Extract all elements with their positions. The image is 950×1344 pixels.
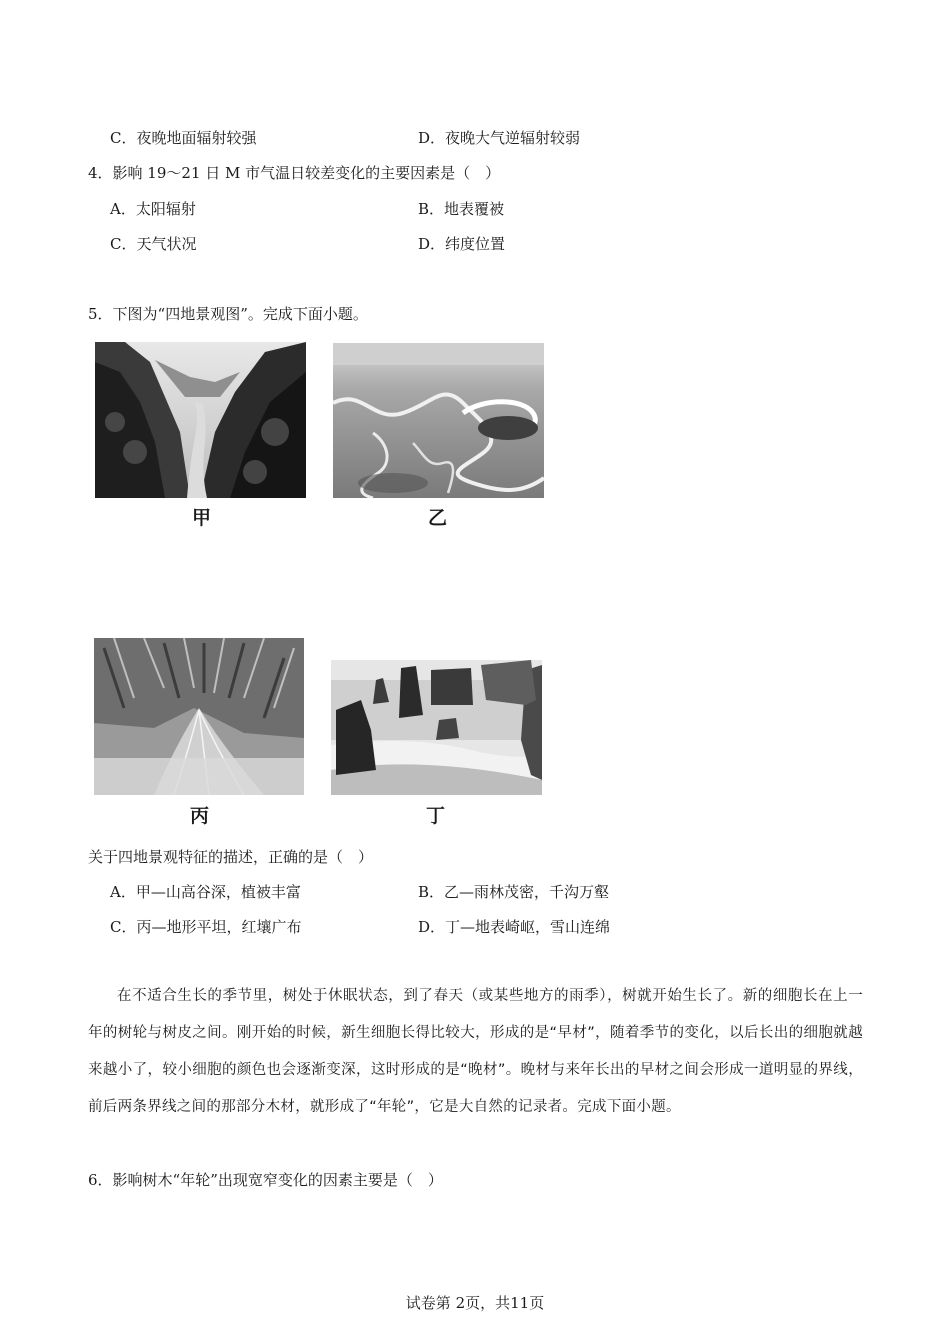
- label-bing: 丙: [190, 805, 210, 827]
- q6-stem: 6．影响树木“年轮”出现宽窄变化的因素主要是（ ）: [88, 1171, 443, 1189]
- label-yi: 乙: [428, 507, 448, 529]
- q5-option-b: B．乙—雨林茂密，千沟万壑: [418, 883, 610, 901]
- q5-option-d: D．丁—地表崎岖，雪山连绵: [418, 918, 611, 936]
- reading-passage: [88, 978, 863, 1126]
- photo-jia-canyon: [95, 342, 306, 498]
- passage-text: 在不适合生长的季节里，树处于休眠状态，到了春天（或某些地方的雨季），树就开始生长了。新的细胞长在上一年的树轮与树皮之间。刚开始的时候，新生细胞长得比较大，形成的是“早材”，随着季节的变化，以后长出的细胞就越来越小了，较小细胞的颜色也会逐渐变深，这时形成的是“晚材”。晚材与来年长出的早材之间会形成一道明显的界线，前后两条界线之间的那部分木材，就形成了“年轮”，它是大自然的记录者。完成下面小题。: [88, 988, 863, 1115]
- q4-option-d: D．纬度位置: [418, 235, 506, 253]
- photo-yi-meandering-river: [333, 343, 544, 498]
- page-footer: 试卷第 2页，共11页: [405, 1294, 545, 1312]
- photo-bing-alluvial-fan: [94, 638, 304, 795]
- q4-option-a: A．太阳辐射: [110, 200, 196, 218]
- q5-option-a: A．甲—山高谷深，植被丰富: [110, 883, 301, 901]
- q4-option-b: B．地表覆被: [418, 200, 505, 218]
- q5-stem: 关于四地景观特征的描述，正确的是（ ）: [88, 848, 374, 866]
- q5-option-c: C．丙—地形平坦，红壤广布: [110, 918, 302, 936]
- q3-option-d: D．夜晚大气逆辐射较弱: [418, 129, 581, 147]
- q3-option-c: C．夜晚地面辐射较强: [110, 129, 257, 147]
- photo-ding-sea-stacks: [331, 660, 542, 795]
- q4-stem: 4．影响 19～21 日 M 市气温日较差变化的主要因素是（ ）: [88, 164, 501, 182]
- q4-option-c: C．天气状况: [110, 235, 197, 253]
- label-ding: 丁: [426, 805, 446, 827]
- label-jia: 甲: [192, 507, 212, 529]
- q5-intro: 5．下图为“四地景观图”。完成下面小题。: [88, 305, 368, 323]
